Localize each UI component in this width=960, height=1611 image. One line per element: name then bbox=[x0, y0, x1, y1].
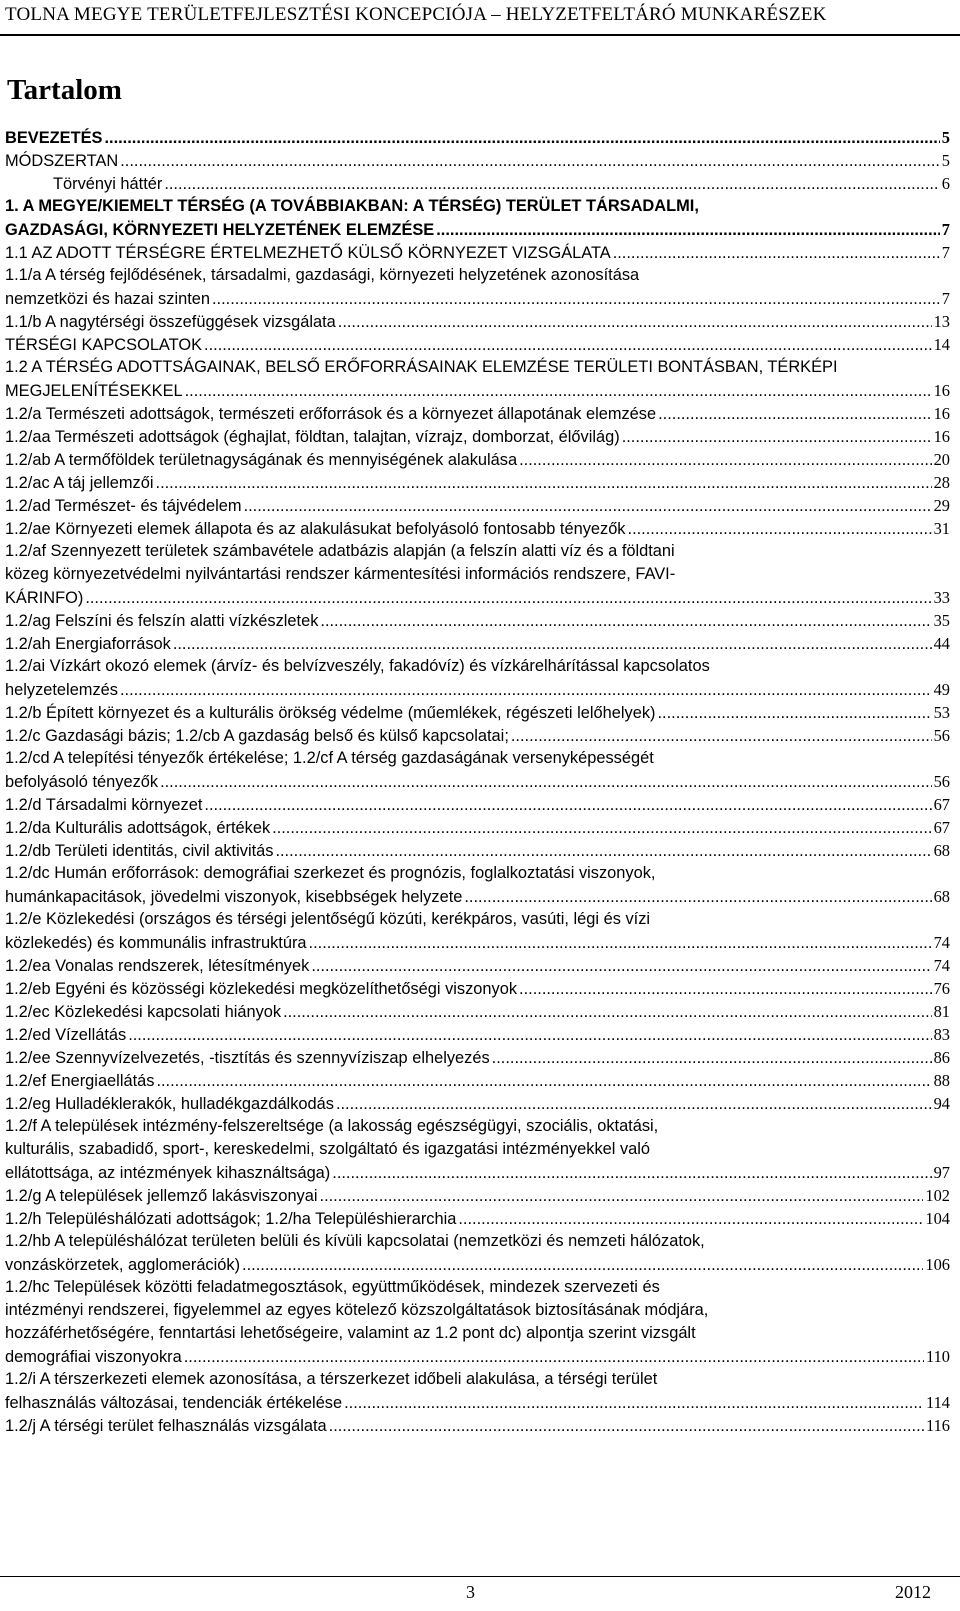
dot-leader bbox=[329, 1415, 924, 1438]
toc-entry-text: közeg környezetvédelmi nyilvántartási rendszer kármentesítési információs rendszere, FAVI- bbox=[5, 565, 676, 583]
toc-entry-page: 7 bbox=[941, 243, 950, 262]
toc-entry[interactable] bbox=[0, 264, 960, 310]
toc-entry[interactable] bbox=[0, 149, 960, 172]
toc-entry-text: intézményi rendszerei, figyelemmel az egyes kötelező közszolgáltatások biztosításának módjára, bbox=[5, 1301, 709, 1319]
toc-entry-text: 1.2/ea Vonalas rendszerek, létesítmények bbox=[5, 957, 310, 975]
toc-entry[interactable] bbox=[0, 701, 960, 724]
toc-entry-page: 106 bbox=[925, 1255, 950, 1274]
dot-leader bbox=[104, 127, 939, 150]
toc-title: Tartalom bbox=[7, 74, 122, 106]
toc-entry-page: 56 bbox=[933, 726, 950, 745]
toc-entry-text: BEVEZETÉS bbox=[5, 129, 103, 147]
toc-entry-text: nemzetközi és hazai szinten bbox=[5, 290, 210, 308]
toc-entry-text: 1.1/a A térség fejlődésének, társadalmi, gazdasági, környezeti helyzetének azonosítása bbox=[5, 266, 640, 284]
toc-entry-text: ellátottsága, az intézmények kihasználtsága) bbox=[5, 1164, 331, 1182]
toc-entry[interactable] bbox=[0, 172, 960, 195]
dot-leader bbox=[511, 725, 932, 748]
toc-entry-page: 74 bbox=[933, 956, 950, 975]
dot-leader bbox=[275, 840, 931, 863]
toc-entry[interactable] bbox=[0, 402, 960, 425]
toc-entry-page: 67 bbox=[933, 795, 950, 814]
dot-leader bbox=[320, 1185, 924, 1208]
dot-leader bbox=[344, 1392, 924, 1415]
dot-leader bbox=[436, 219, 940, 242]
toc-entry[interactable] bbox=[0, 1115, 960, 1184]
toc-entry-page: 102 bbox=[925, 1186, 950, 1205]
toc-entry-text: 1.2/eg Hulladéklerakók, hulladékgazdálkodás bbox=[5, 1095, 334, 1113]
dot-leader bbox=[658, 403, 932, 426]
dot-leader bbox=[120, 150, 940, 173]
toc-entry-text: 1.2 A TÉRSÉG ADOTTSÁGAINAK, BELSŐ ERŐFORRÁSAINAK ELEMZÉSE TERÜLETI BONTÁSBAN, TÉRKÉPI bbox=[5, 358, 838, 376]
toc-entry-page: 13 bbox=[933, 312, 950, 331]
toc-entry[interactable] bbox=[0, 333, 960, 356]
toc-entry-text: 1.2/ag Felszíni és felszín alatti vízkészletek bbox=[5, 612, 319, 630]
toc-entry-text: 1.2/ec Közlekedési kapcsolati hiányok bbox=[5, 1003, 282, 1021]
toc-entry-page: 56 bbox=[933, 772, 950, 791]
toc-entry-page: 20 bbox=[933, 450, 950, 469]
toc-entry-text: 1.2/ae Környezeti elemek állapota és az alakulásukat befolyásoló fontosabb tényezők bbox=[5, 520, 626, 538]
toc-entry-page: 6 bbox=[941, 174, 950, 193]
toc-entry-text: 1.2/ah Energiaforrások bbox=[5, 635, 171, 653]
toc-entry-page: 14 bbox=[933, 335, 950, 354]
toc-entry[interactable] bbox=[0, 1000, 960, 1023]
toc-entry-text: befolyásoló tényezők bbox=[5, 773, 159, 791]
dot-leader bbox=[272, 817, 931, 840]
dot-leader bbox=[464, 886, 931, 909]
toc-entry-text: 1.2/dc Humán erőforrások: demográfiai szerkezet és prognózis, foglalkoztatási viszonyok, bbox=[5, 864, 656, 882]
toc-entry[interactable] bbox=[0, 908, 960, 954]
toc-entry-page: 16 bbox=[933, 427, 950, 446]
dot-leader bbox=[244, 495, 932, 518]
toc-entry[interactable] bbox=[0, 1207, 960, 1230]
toc-entry[interactable] bbox=[0, 793, 960, 816]
dot-leader bbox=[492, 1047, 932, 1070]
toc-entry-text: GAZDASÁGI, KÖRNYEZETI HELYZETÉNEK ELEMZÉSE bbox=[5, 221, 435, 239]
toc-entry[interactable] bbox=[0, 816, 960, 839]
toc-entry-text: közlekedés) és kommunális infrastruktúra bbox=[5, 934, 307, 952]
toc-entry-page: 81 bbox=[933, 1002, 950, 1021]
running-header bbox=[0, 0, 960, 34]
toc-entry-text: 1.2/eb Egyéni és közösségi közlekedési megközelíthetőségi viszonyok bbox=[5, 980, 518, 998]
toc-entry[interactable] bbox=[0, 839, 960, 862]
dot-leader bbox=[519, 449, 932, 472]
toc-entry-text: 1.2/da Kulturális adottságok, értékek bbox=[5, 819, 271, 837]
dot-leader bbox=[320, 610, 931, 633]
toc-entry[interactable] bbox=[0, 517, 960, 540]
running-header-title: TOLNA MEGYE TERÜLETFEJLESZTÉSI KONCEPCIÓJA – HELYZETFELTÁRÓ MUNKARÉSZEK bbox=[5, 4, 827, 25]
toc-entry[interactable] bbox=[0, 310, 960, 333]
toc-entry-page: 88 bbox=[933, 1071, 950, 1090]
toc-entry[interactable] bbox=[0, 1046, 960, 1069]
dot-leader bbox=[173, 633, 932, 656]
toc-entry[interactable] bbox=[0, 425, 960, 448]
toc-entry-page: 116 bbox=[926, 1416, 950, 1435]
toc-entry[interactable] bbox=[0, 747, 960, 793]
toc-entry[interactable] bbox=[0, 632, 960, 655]
toc-entry-page: 68 bbox=[933, 887, 950, 906]
toc-entry-text: vonzáskörzetek, agglomerációk) bbox=[5, 1256, 241, 1274]
toc-entry-page: 35 bbox=[933, 611, 950, 630]
dot-leader bbox=[613, 242, 940, 265]
toc-entry[interactable] bbox=[0, 1276, 960, 1368]
footer-rule bbox=[0, 1576, 960, 1577]
toc-entry-page: 7 bbox=[941, 220, 950, 239]
toc-entry[interactable] bbox=[0, 471, 960, 494]
toc-entry-text: KÁRINFO) bbox=[5, 589, 84, 607]
dot-leader bbox=[519, 978, 932, 1001]
toc-entry-page: 114 bbox=[926, 1393, 950, 1412]
toc-entry[interactable] bbox=[0, 241, 960, 264]
dot-leader bbox=[336, 1093, 932, 1116]
toc-entry-text: MÓDSZERTAN bbox=[5, 152, 119, 170]
toc-entry-text: 1.2/g A települések jellemző lakásviszonyai bbox=[5, 1187, 318, 1205]
dot-leader bbox=[204, 334, 932, 357]
toc-entry[interactable] bbox=[0, 724, 960, 747]
toc-entry-page: 44 bbox=[933, 634, 950, 653]
toc-entry[interactable] bbox=[0, 609, 960, 632]
footer-year: 2012 bbox=[895, 1582, 931, 1602]
toc-entry-text: 1.2/c Gazdasági bázis; 1.2/cb A gazdaság belső és külső kapcsolatai; bbox=[5, 727, 509, 745]
toc-entry[interactable] bbox=[0, 1023, 960, 1046]
toc-entry[interactable] bbox=[0, 1184, 960, 1207]
toc-entry[interactable] bbox=[0, 655, 960, 701]
toc-entry-text: kulturális, szabadidő, sport-, kereskedelmi, szolgáltató és igazgatási intézményekkel való bbox=[5, 1140, 651, 1158]
toc-entry-page: 16 bbox=[933, 381, 950, 400]
toc-entry[interactable] bbox=[0, 1414, 960, 1437]
toc-entry-page: 53 bbox=[933, 703, 950, 722]
toc-entry-text: 1.2/e Közlekedési (országos és térségi jelentőségű közúti, kerékpáros, vasúti, légi és vízi bbox=[5, 910, 651, 928]
toc-entry[interactable] bbox=[0, 195, 960, 241]
toc-entry-page: 74 bbox=[933, 933, 950, 952]
toc-entry-text: 1.2/b Épített környezet és a kulturális örökség védelme (műemlékek, régészeti lelőhelyek) bbox=[5, 704, 656, 722]
toc-entry-page: 67 bbox=[933, 818, 950, 837]
toc-entry-page: 29 bbox=[933, 496, 950, 515]
toc-entry[interactable] bbox=[0, 126, 960, 149]
toc-entry-page: 33 bbox=[933, 588, 950, 607]
toc-entry-text: felhasználás változásai, tendenciák értékelése bbox=[5, 1394, 343, 1412]
toc-entry-text: 1.2/a Természeti adottságok, természeti erőforrások és a környezet állapotának elemzése bbox=[5, 405, 657, 423]
dot-leader bbox=[156, 472, 932, 495]
toc-entry-text: 1.2/aa Természeti adottságok (éghajlat, földtan, talajtan, vízrajz, domborzat, élővilág) bbox=[5, 428, 620, 446]
dot-leader bbox=[622, 426, 932, 449]
toc-entry-page: 28 bbox=[933, 473, 950, 492]
toc-entry-page: 110 bbox=[926, 1347, 950, 1366]
dot-leader bbox=[120, 679, 932, 702]
dot-leader bbox=[184, 1346, 924, 1369]
toc-entry-page: 94 bbox=[933, 1094, 950, 1113]
toc-entry[interactable] bbox=[0, 862, 960, 908]
toc-entry-text: 1.2/db Területi identitás, civil aktivitás bbox=[5, 842, 274, 860]
toc-entry-text: helyzetelemzés bbox=[5, 681, 118, 699]
toc-entry-page: 16 bbox=[933, 404, 950, 423]
dot-leader bbox=[185, 380, 932, 403]
toc-entry[interactable] bbox=[0, 494, 960, 517]
dot-leader bbox=[657, 702, 931, 725]
toc-entry-page: 49 bbox=[933, 680, 950, 699]
dot-leader bbox=[458, 1208, 923, 1231]
toc-entry-text: 1. A MEGYE/KIEMELT TÉRSÉG (A TOVÁBBIAKBAN: A TÉRSÉG) TERÜLET TÁRSADALMI, bbox=[5, 197, 699, 215]
toc-entry-text: 1.2/ee Szennyvízelvezetés, -tisztítás és szennyvíziszap elhelyezés bbox=[5, 1049, 490, 1067]
toc-entry-text: humánkapacitások, jövedelmi viszonyok, kisebbségek helyzete bbox=[5, 888, 463, 906]
dot-leader bbox=[311, 955, 931, 978]
header-rule bbox=[0, 34, 960, 36]
toc-entry[interactable] bbox=[0, 1230, 960, 1276]
toc-entry-text: 1.2/hc Települések közötti feladatmegosztások, együttműködések, mindezek szervezeti és bbox=[5, 1278, 660, 1296]
dot-leader bbox=[242, 1254, 923, 1277]
dot-leader bbox=[212, 288, 940, 311]
dot-leader bbox=[338, 311, 932, 334]
toc-entry-text: 1.2/d Társadalmi környezet bbox=[5, 796, 203, 814]
dot-leader bbox=[283, 1001, 932, 1024]
toc-entry-text: 1.2/ai Vízkárt okozó elemek (árvíz- és belvízveszély, fakadóvíz) és vízkárelhárítással kapcsolatos bbox=[5, 657, 710, 675]
toc-entry-page: 83 bbox=[933, 1025, 950, 1044]
toc-entry[interactable] bbox=[0, 448, 960, 471]
dot-leader bbox=[160, 771, 932, 794]
toc-entry-text: 1.2/ef Energiaellátás bbox=[5, 1072, 155, 1090]
toc-entry-text: 1.2/ab A termőföldek területnagyságának és mennyiségének alakulása bbox=[5, 451, 518, 469]
toc-entry[interactable] bbox=[0, 1069, 960, 1092]
toc-entry[interactable] bbox=[0, 1092, 960, 1115]
toc-entry-page: 7 bbox=[941, 289, 950, 308]
toc-entry-text: 1.2/j A térségi terület felhasználás vizsgálata bbox=[5, 1417, 327, 1435]
toc-entry-page: 5 bbox=[941, 151, 950, 170]
toc-entry-text: 1.2/af Szennyezett területek számbavétele adatbázis alapján (a felszín alatti víz és a földtani bbox=[5, 542, 675, 560]
toc-entry-text: 1.2/h Településhálózati adottságok; 1.2/ha Településhierarchia bbox=[5, 1210, 457, 1228]
toc-entry-text: 1.2/cd A telepítési tényezők értékelése; 1.2/cf A térség gazdaságának versenyképességét bbox=[5, 749, 654, 767]
toc-entry-page: 97 bbox=[933, 1163, 950, 1182]
toc-entry-page: 104 bbox=[925, 1209, 950, 1228]
toc-entry-text: 1.2/ac A táj jellemzői bbox=[5, 474, 154, 492]
dot-leader bbox=[332, 1162, 931, 1185]
toc-entry-text: 1.2/i A térszerkezeti elemek azonosítása, a térszerkezet időbeli alakulása, a térségi terület bbox=[5, 1370, 658, 1388]
toc-entry-page: 31 bbox=[933, 519, 950, 538]
toc-entry-text: 1.2/f A települések intézmény-felszereltsége (a lakosság egészségügyi, szociális, oktatási, bbox=[5, 1117, 659, 1135]
toc-entry[interactable] bbox=[0, 977, 960, 1000]
dot-leader bbox=[309, 932, 932, 955]
dot-leader bbox=[128, 1024, 931, 1047]
page-number: 3 bbox=[466, 1582, 475, 1602]
toc-entry-text: Törvényi háttér bbox=[53, 175, 163, 193]
dot-leader bbox=[204, 794, 931, 817]
dot-leader bbox=[628, 518, 932, 541]
toc-entry-text: 1.2/hb A településhálózat területen belüli és kívüli kapcsolatai (nemzetközi és nemzeti hálózatok, bbox=[5, 1232, 705, 1250]
toc-entry[interactable] bbox=[0, 1368, 960, 1414]
dot-leader bbox=[85, 587, 931, 610]
toc-entry[interactable] bbox=[0, 954, 960, 977]
toc-entry-text: 1.2/ad Természet- és tájvédelem bbox=[5, 497, 242, 515]
toc-entry[interactable] bbox=[0, 356, 960, 402]
dot-leader bbox=[156, 1070, 931, 1093]
toc-entry-page: 86 bbox=[933, 1048, 950, 1067]
toc-entry-text: demográfiai viszonyokra bbox=[5, 1348, 182, 1366]
dot-leader bbox=[164, 173, 939, 196]
toc-entry-text: 1.1 AZ ADOTT TÉRSÉGRE ÉRTELMEZHETŐ KÜLSŐ KÖRNYEZET VIZSGÁLATA bbox=[5, 244, 611, 262]
toc-entry-page: 76 bbox=[933, 979, 950, 998]
toc-entry-text: 1.1/b A nagytérségi összefüggések vizsgálata bbox=[5, 313, 336, 331]
toc-entry-page: 5 bbox=[941, 128, 950, 147]
toc-entry[interactable] bbox=[0, 540, 960, 609]
toc-entry-text: MEGJELENÍTÉSEKKEL bbox=[5, 382, 183, 400]
table-of-contents bbox=[0, 126, 960, 1437]
toc-entry-page: 68 bbox=[933, 841, 950, 860]
toc-entry-text: hozzáférhetőségére, fenntartási lehetőségeire, valamint az 1.2 pont dc) alpontja szerint vizsgált bbox=[5, 1324, 696, 1342]
toc-entry-text: 1.2/ed Vízellátás bbox=[5, 1026, 127, 1044]
toc-entry-text: TÉRSÉGI KAPCSOLATOK bbox=[5, 336, 203, 354]
